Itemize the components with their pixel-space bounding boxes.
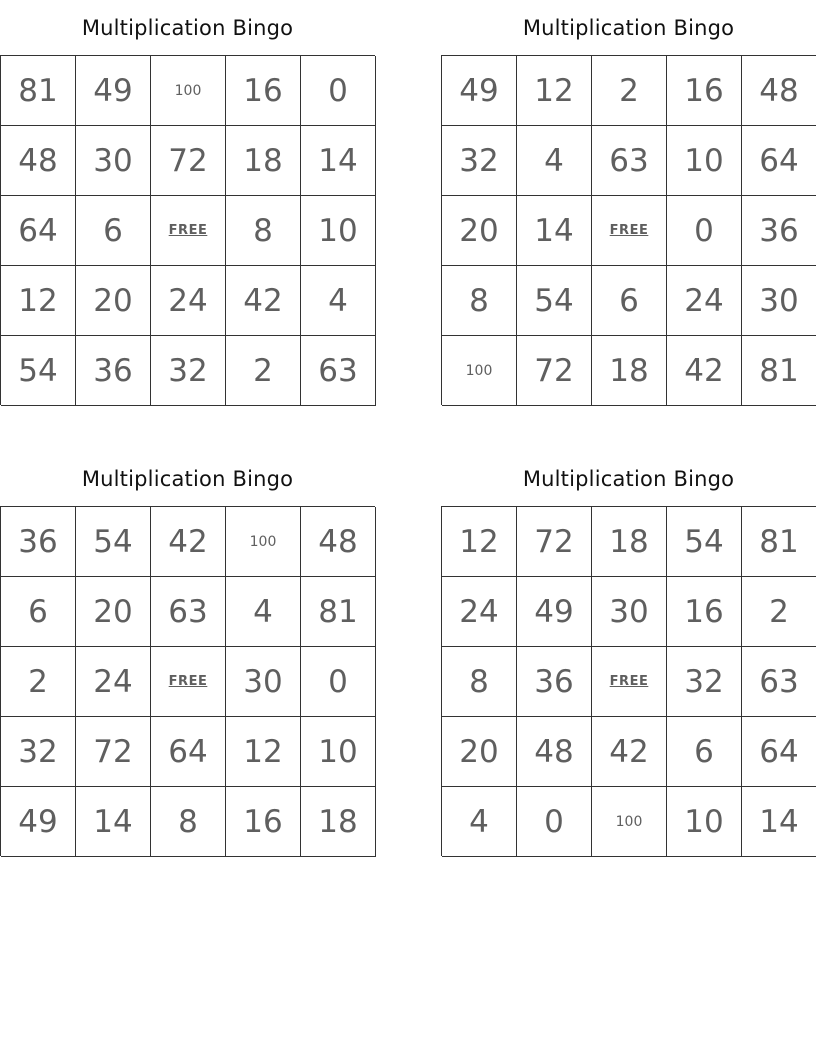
card-title: Multiplication Bingo: [81, 467, 294, 491]
free-space: FREE: [592, 196, 667, 266]
bingo-cell: 64: [742, 126, 816, 196]
bingo-cell: 12: [442, 507, 517, 577]
bingo-cell: 24: [667, 266, 742, 336]
bingo-cell: 30: [592, 577, 667, 647]
bingo-cell: 2: [1, 647, 76, 717]
bingo-cell: 36: [742, 196, 816, 266]
bingo-cell: 100: [151, 56, 226, 126]
bingo-cell: 54: [517, 266, 592, 336]
bingo-cell: 32: [442, 126, 517, 196]
bingo-cell: 32: [667, 647, 742, 717]
bingo-cell: 18: [592, 336, 667, 406]
bingo-cell: 14: [517, 196, 592, 266]
bingo-cell: 54: [667, 507, 742, 577]
bingo-cell: 36: [76, 336, 151, 406]
bingo-cell: 18: [592, 507, 667, 577]
bingo-cell: 0: [517, 787, 592, 857]
bingo-cell: 48: [517, 717, 592, 787]
free-space: FREE: [592, 647, 667, 717]
bingo-cell: 42: [226, 266, 301, 336]
bingo-cell: 24: [76, 647, 151, 717]
bingo-cell: 14: [742, 787, 816, 857]
bingo-cell: 81: [742, 507, 816, 577]
bingo-cell: 20: [442, 196, 517, 266]
bingo-cell: 2: [742, 577, 816, 647]
bingo-cell: 48: [1, 126, 76, 196]
bingo-cell: 32: [1, 717, 76, 787]
bingo-cell: 10: [667, 126, 742, 196]
bingo-grid: [0, 55, 375, 405]
bingo-cell: 63: [151, 577, 226, 647]
bingo-cell: 10: [667, 787, 742, 857]
bingo-cell: 48: [301, 507, 376, 577]
bingo-cell: 81: [742, 336, 816, 406]
bingo-cell: 6: [76, 196, 151, 266]
bingo-cell: 10: [301, 717, 376, 787]
bingo-cell: 54: [1, 336, 76, 406]
bingo-cell: 12: [517, 56, 592, 126]
bingo-card-4: [441, 451, 816, 856]
bingo-cell: 14: [301, 126, 376, 196]
bingo-cell: 63: [742, 647, 816, 717]
bingo-cell: 100: [592, 787, 667, 857]
bingo-cell: 6: [1, 577, 76, 647]
bingo-cell: 18: [301, 787, 376, 857]
bingo-cell: 72: [517, 336, 592, 406]
free-space: FREE: [151, 647, 226, 717]
bingo-grid: [0, 506, 375, 856]
bingo-cell: 64: [1, 196, 76, 266]
bingo-cell: 54: [76, 507, 151, 577]
bingo-cell: 4: [517, 126, 592, 196]
bingo-card-3: [0, 451, 375, 856]
bingo-cell: 42: [667, 336, 742, 406]
bingo-cell: 32: [151, 336, 226, 406]
bingo-cell: 64: [151, 717, 226, 787]
bingo-cell: 72: [151, 126, 226, 196]
bingo-grid: [441, 506, 816, 856]
bingo-cell: 72: [76, 717, 151, 787]
bingo-cell: 4: [442, 787, 517, 857]
bingo-cell: 8: [226, 196, 301, 266]
bingo-cell: 18: [226, 126, 301, 196]
bingo-cell: 24: [151, 266, 226, 336]
bingo-cell: 16: [667, 577, 742, 647]
bingo-cell: 4: [226, 577, 301, 647]
bingo-cell: 36: [517, 647, 592, 717]
card-title: Multiplication Bingo: [522, 467, 735, 491]
bingo-cell: 81: [301, 577, 376, 647]
bingo-cell: 0: [301, 647, 376, 717]
bingo-cell: 6: [592, 266, 667, 336]
bingo-cell: 8: [151, 787, 226, 857]
bingo-cell: 4: [301, 266, 376, 336]
bingo-cell: 2: [592, 56, 667, 126]
bingo-cell: 0: [301, 56, 376, 126]
bingo-cell: 8: [442, 266, 517, 336]
bingo-cell: 20: [442, 717, 517, 787]
bingo-cell: 6: [667, 717, 742, 787]
bingo-card-1: [0, 0, 375, 405]
bingo-cell: 24: [442, 577, 517, 647]
bingo-cell: 49: [76, 56, 151, 126]
card-title: Multiplication Bingo: [522, 16, 735, 40]
bingo-grid: [441, 55, 816, 405]
bingo-cell: 16: [226, 56, 301, 126]
bingo-cell: 10: [301, 196, 376, 266]
bingo-cell: 63: [592, 126, 667, 196]
bingo-cell: 81: [1, 56, 76, 126]
bingo-cell: 49: [517, 577, 592, 647]
bingo-cell: 12: [226, 717, 301, 787]
bingo-cell: 30: [76, 126, 151, 196]
bingo-cell: 49: [442, 56, 517, 126]
bingo-cell: 72: [517, 507, 592, 577]
bingo-cell: 30: [226, 647, 301, 717]
bingo-cell: 8: [442, 647, 517, 717]
bingo-cell: 20: [76, 266, 151, 336]
bingo-cell: 42: [151, 507, 226, 577]
bingo-cell: 49: [1, 787, 76, 857]
bingo-cell: 14: [76, 787, 151, 857]
bingo-cell: 30: [742, 266, 816, 336]
free-space: FREE: [151, 196, 226, 266]
bingo-cell: 2: [226, 336, 301, 406]
bingo-cell: 42: [592, 717, 667, 787]
bingo-cell: 16: [667, 56, 742, 126]
bingo-card-2: [441, 0, 816, 405]
bingo-cell: 64: [742, 717, 816, 787]
card-title: Multiplication Bingo: [81, 16, 294, 40]
bingo-cell: 48: [742, 56, 816, 126]
bingo-cell: 16: [226, 787, 301, 857]
bingo-cell: 36: [1, 507, 76, 577]
bingo-cell: 100: [226, 507, 301, 577]
bingo-cell: 63: [301, 336, 376, 406]
bingo-cell: 100: [442, 336, 517, 406]
bingo-cell: 12: [1, 266, 76, 336]
bingo-cell: 0: [667, 196, 742, 266]
bingo-cell: 20: [76, 577, 151, 647]
